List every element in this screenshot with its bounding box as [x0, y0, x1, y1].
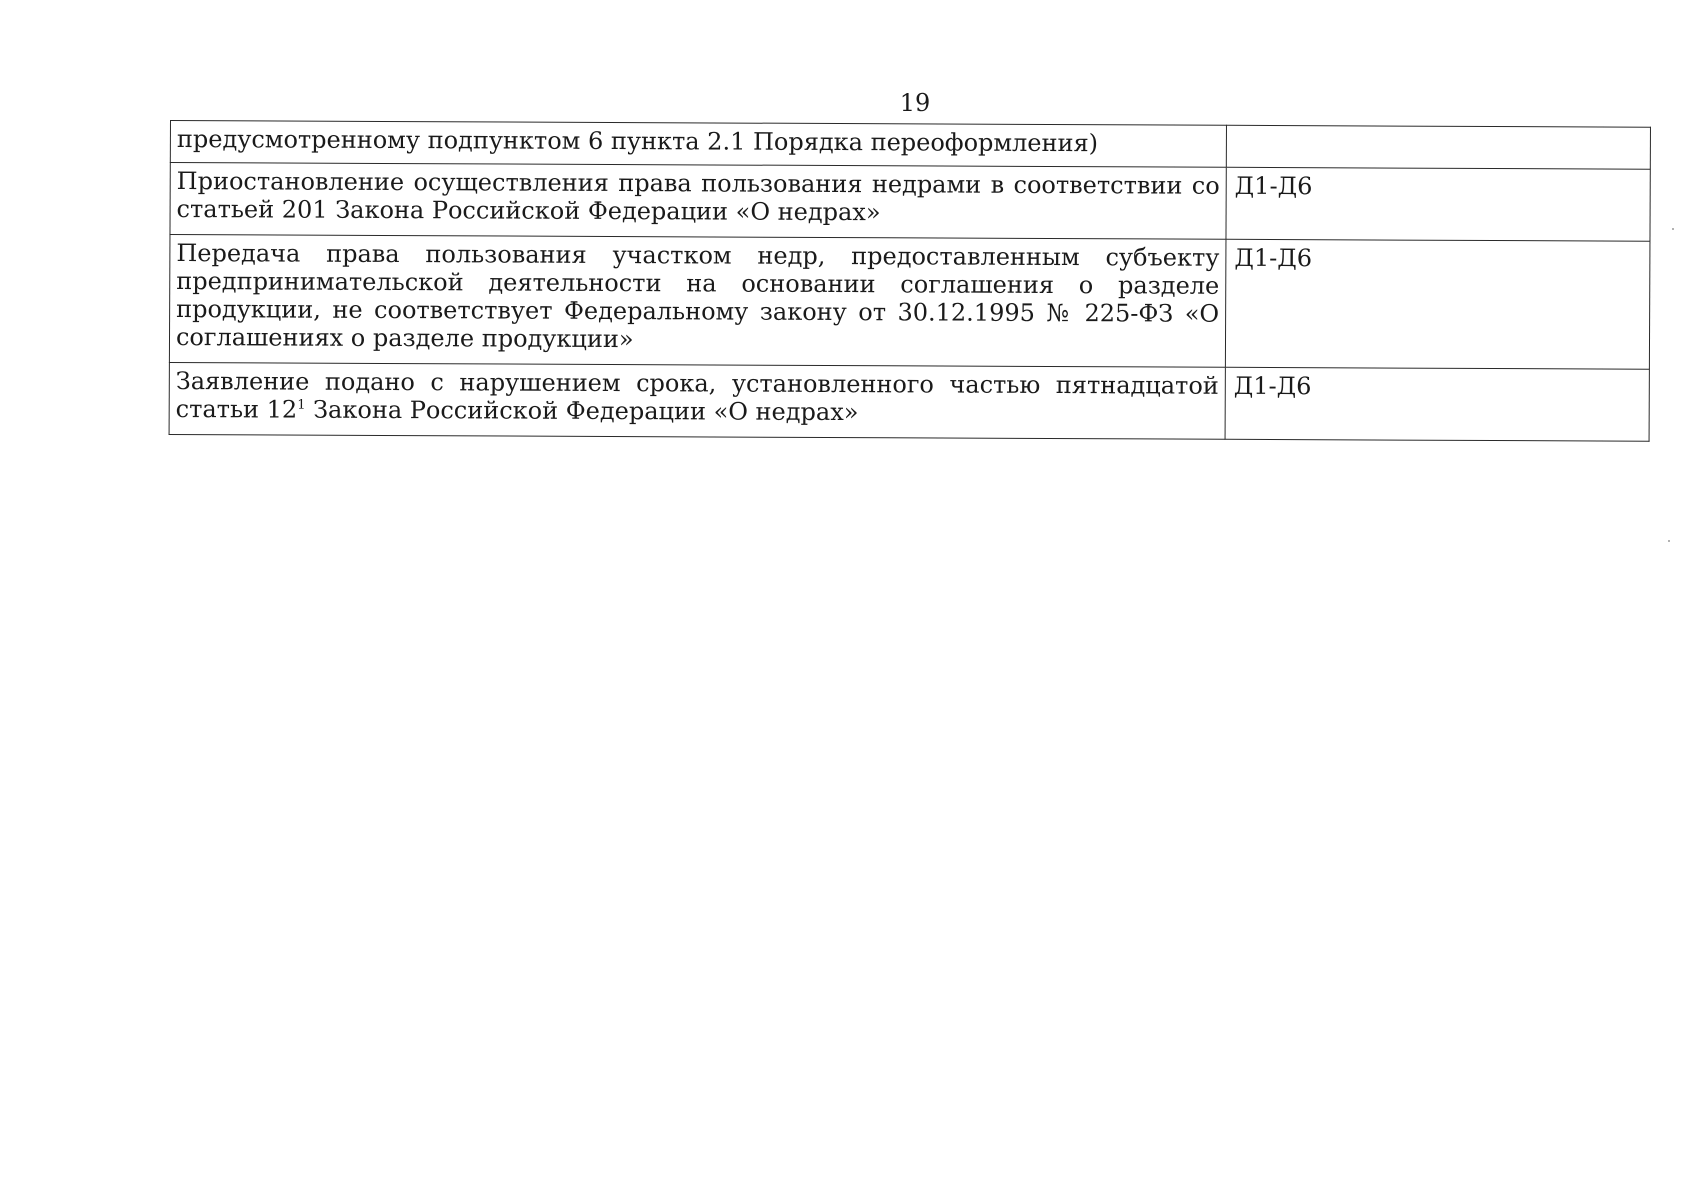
scan-speck [1672, 228, 1674, 230]
table-row [169, 362, 1649, 441]
cell-text-part: Закона Российской Федерации «О недрах» [305, 395, 859, 427]
table-cell-code: Д1-Д6 [1226, 167, 1650, 241]
cell-text-part: Заявление подано с нарушением срока, установленного частью пятнадцатой статьи 12 [175, 367, 1219, 424]
grounds-table [169, 120, 1651, 442]
table-cell-text [169, 362, 1225, 439]
table-row [170, 121, 1650, 170]
table-cell-text: предусмотренному подпунктом 6 пункта 2.1 Порядка переоформления) [170, 121, 1226, 168]
table-cell-code: Д1-Д6 [1225, 239, 1650, 369]
page-number: 19 [899, 89, 931, 117]
table-row [169, 235, 1650, 370]
table-row [170, 163, 1650, 242]
superscript: 1 [297, 397, 306, 413]
table-cell-text: Передача права пользования участком недр, предоставленным субъекту предпринимательской деятельности на основании соглашения о разделе продукции, не соответствует Федеральному закону от 30.12.1995 № 225-ФЗ «О соглашениях о разделе продукции» [169, 235, 1226, 368]
table-cell-code: Д1-Д6 [1225, 367, 1649, 441]
table-cell-code [1226, 125, 1650, 169]
scan-speck [1668, 540, 1670, 542]
table-cell-text: Приостановление осуществления права пользования недрами в соответствии со статьей 201 Закона Российской Федерации «О недрах» [170, 163, 1226, 240]
